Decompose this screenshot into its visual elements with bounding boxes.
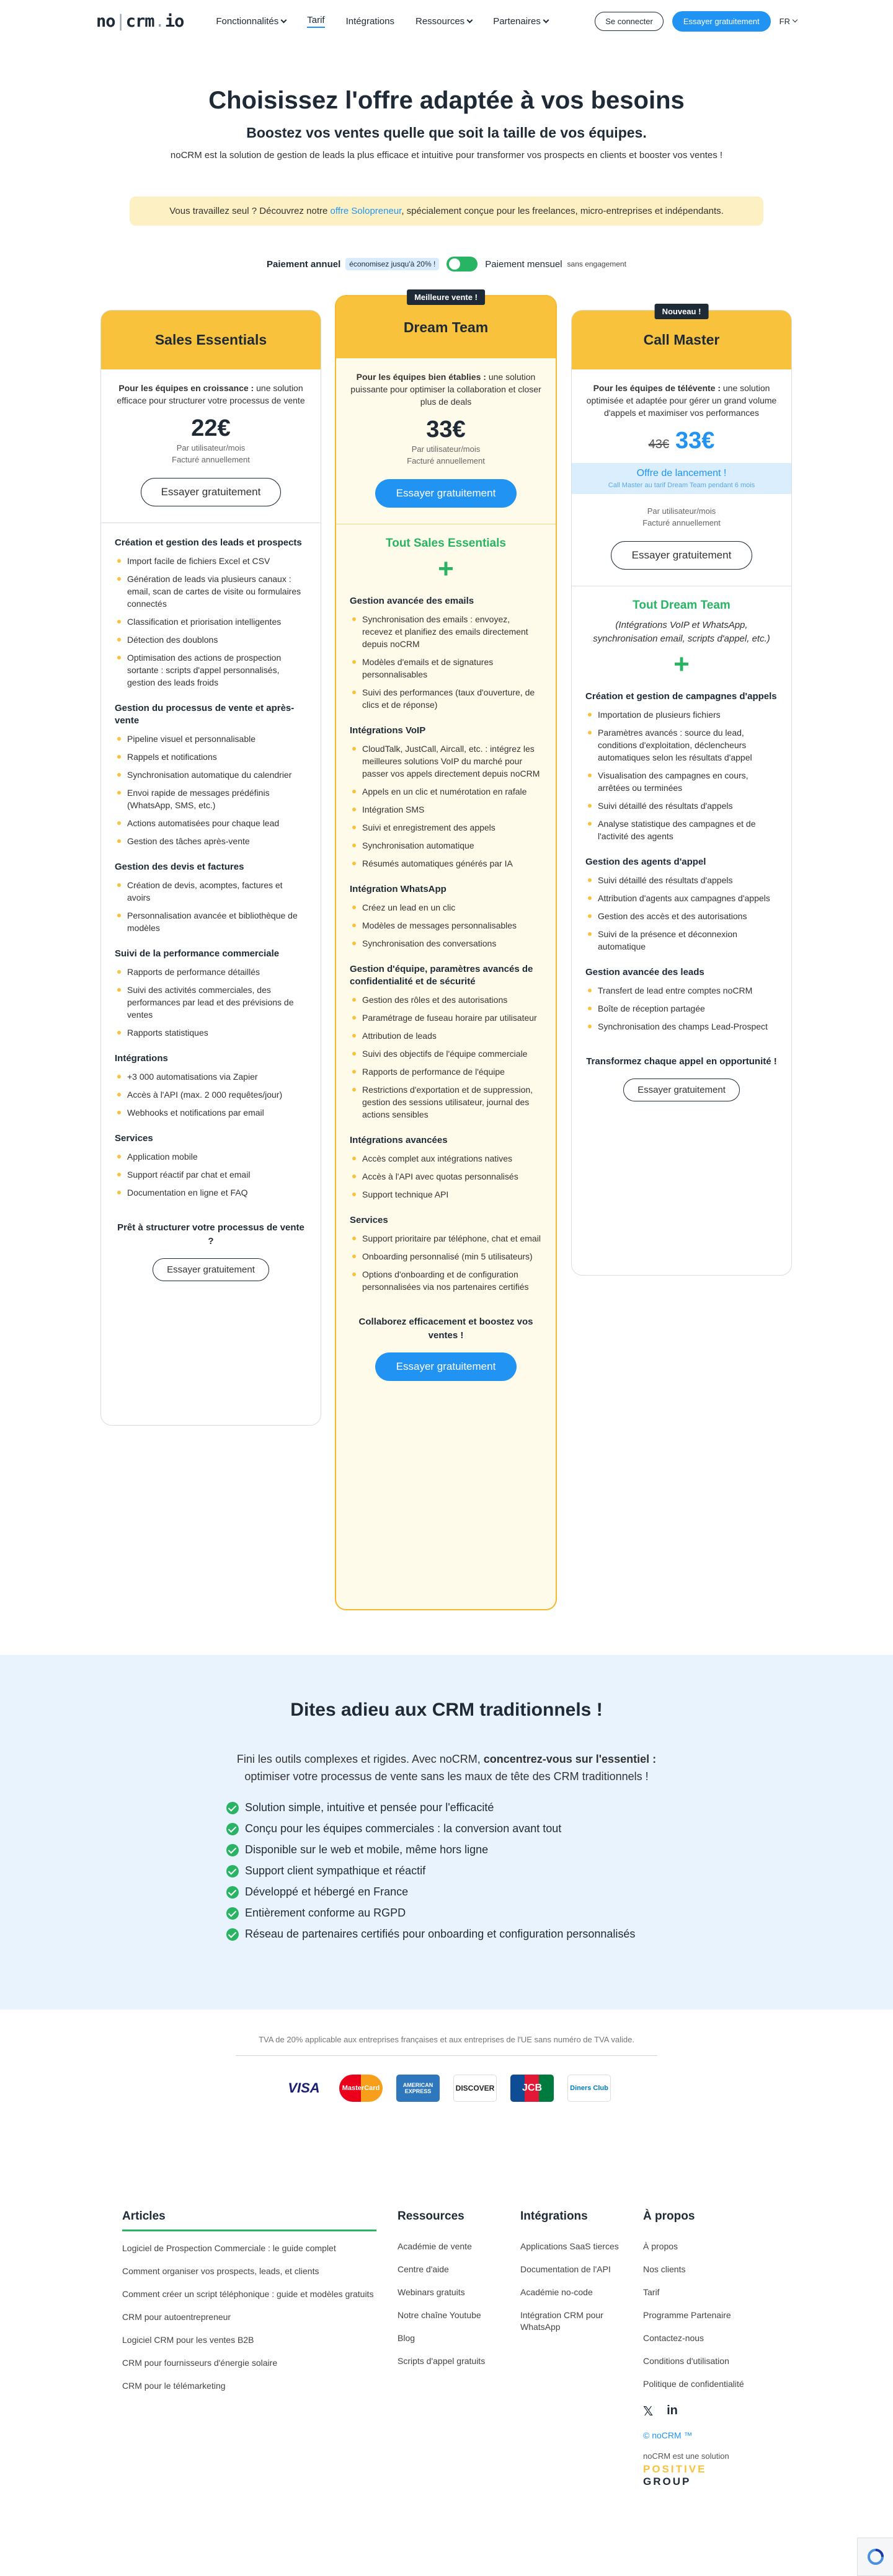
footer-link[interactable]: Applications SaaS tierces xyxy=(520,2241,619,2251)
billing-toggle-row xyxy=(0,257,893,271)
feature-item: Accès à l'API (max. 2 000 requêtes/jour) xyxy=(115,1088,307,1101)
feature-item: Suivi des activités commerciales, des performances par lead et des prévisions de ventes xyxy=(115,984,307,1021)
best-seller-badge: Meilleure vente ! xyxy=(407,289,485,305)
feature-item: Appels en un clic et numérotation en rafale xyxy=(350,785,542,798)
feature-items xyxy=(115,555,307,689)
site-header xyxy=(0,0,893,42)
section-heading: Intégrations VoIP xyxy=(350,725,426,736)
linkedin-icon[interactable]: in xyxy=(667,2404,678,2417)
feature-item: Personnalisation avancée et bibliothèque de modèles xyxy=(115,909,307,934)
plan-card-call-master xyxy=(571,307,792,1276)
logo[interactable]: no|crm.io xyxy=(96,11,184,31)
feature-item: Synchronisation automatique xyxy=(350,839,542,852)
solopreneur-banner: Vous travaillez seul ? Découvrez notre offre Solopreneur, spécialement conçue pour les freelances, micro-entreprises et indépendants. xyxy=(130,196,763,226)
hero xyxy=(0,42,893,161)
check-icon xyxy=(226,1823,239,1835)
feature-item: Suivi détaillé des résultats d'appels xyxy=(585,874,778,886)
payment-section xyxy=(0,2035,893,2102)
trial-button[interactable]: Essayer gratuitement xyxy=(672,11,771,32)
footer-link[interactable]: Notre chaîne Youtube xyxy=(398,2310,481,2320)
footer-link[interactable]: Conditions d'utilisation xyxy=(643,2356,729,2366)
feature-items xyxy=(350,901,542,950)
feature-item: Gestion des rôles et des autorisations xyxy=(350,994,542,1006)
footer-link[interactable]: À propos xyxy=(643,2241,678,2251)
footer-link[interactable]: Comment organiser vos prospects, leads, et clients xyxy=(122,2266,319,2276)
footer-link[interactable]: Documentation de l'API xyxy=(520,2264,611,2274)
section-description: Fini les outils complexes et rigides. Avec noCRM, concentrez-vous sur l'essentiel : optimiser votre processus de vente sans les maux de tête des CRM traditionnels ! xyxy=(236,1753,657,1783)
chevron-down-icon xyxy=(543,17,549,23)
footer-integrations: Intégrations Applications SaaS tierces Documentation de l'API Académie no-code Intégration CRM pour WhatsApp xyxy=(520,2210,626,2488)
footer-link[interactable]: CRM pour autoentrepreneur xyxy=(122,2312,231,2322)
footer-link[interactable]: CRM pour le télémarketing xyxy=(122,2381,226,2391)
section-heading: Gestion d'équipe, paramètres avancés de confidentialité et de sécurité xyxy=(350,964,533,987)
social-links xyxy=(643,2404,755,2419)
feature-items xyxy=(115,1150,307,1199)
feature-item: Classification et priorisation intelligentes xyxy=(115,615,307,628)
section-title: Dites adieu aux CRM traditionnels ! xyxy=(290,1700,603,1720)
feature-item: Support réactif par chat et email xyxy=(115,1168,307,1181)
no-commitment-label: sans engagement xyxy=(567,260,626,268)
footer-link[interactable]: Académie de vente xyxy=(398,2241,472,2251)
benefit-item: Support client sympathique et réactif xyxy=(226,1863,667,1879)
feature-item: Restrictions d'exportation et de suppression, gestion des sessions utilisateur, journal des actions sensibles xyxy=(350,1083,542,1121)
bottom-cta: Collaborez efficacement et boostez vos ventes ! xyxy=(358,1317,533,1341)
footer-link[interactable]: Tarif xyxy=(643,2287,660,2297)
diners-club-icon: Diners Club xyxy=(567,2075,611,2102)
plan-description: Pour les équipes en croissance : une solution efficace pour structurer votre processus de vente xyxy=(117,383,305,405)
feature-item: Transfert de lead entre comptes noCRM xyxy=(585,984,778,997)
monthly-label: Paiement mensuel xyxy=(485,258,562,270)
section-heading: Création et gestion de campagnes d'appels xyxy=(585,691,777,702)
feature-items xyxy=(115,1070,307,1119)
price-unit: Par utilisateur/mois xyxy=(647,506,716,516)
nav-partenaires[interactable]: Partenaires xyxy=(493,15,548,28)
feature-list xyxy=(572,690,791,1033)
vat-note: TVA de 20% applicable aux entreprises françaises et aux entreprises de l'UE sans numéro de TVA valide. xyxy=(259,2035,634,2044)
section-heading: Gestion du processus de vente et après-vente xyxy=(115,703,295,726)
section-heading: Gestion avancée des leads xyxy=(585,967,704,977)
feature-item: CloudTalk, JustCall, Aircall, etc. : intégrez les meilleures solutions VoIP du marché pour passer vos appels directement depuis noCRM xyxy=(350,743,542,780)
footer-link[interactable]: Logiciel de Prospection Commerciale : le guide complet xyxy=(122,2243,336,2253)
feature-item: Importation de plusieurs fichiers xyxy=(585,708,778,721)
billing-note: Facturé annuellement xyxy=(407,456,485,465)
section-heading: Gestion des agents d'appel xyxy=(585,857,706,867)
bottom-trial-button[interactable]: Essayer gratuitement xyxy=(153,1258,269,1281)
footer-link[interactable]: Webinars gratuits xyxy=(398,2287,465,2297)
mastercard-icon: MasterCard xyxy=(339,2075,383,2102)
feature-item: Onboarding personnalisé (min 5 utilisateurs) xyxy=(350,1250,542,1263)
billing-toggle[interactable] xyxy=(446,257,478,271)
section-heading: Intégrations xyxy=(115,1053,168,1064)
feature-item: Création de devis, acomptes, factures et avoirs xyxy=(115,879,307,904)
nav-integrations[interactable]: Intégrations xyxy=(345,15,394,27)
footer-apropos: À propos À propos Nos clients Tarif Programme Partenaire Contactez-nous Conditions d'utilisation Politique de confidentialité 𝕏 in © noCRM ™ noCRM est une solution POSITIVE GROUP xyxy=(643,2210,755,2488)
twitter-icon[interactable]: 𝕏 xyxy=(643,2405,654,2419)
feature-item: Suivi des objectifs de l'équipe commerciale xyxy=(350,1048,542,1060)
feature-items xyxy=(350,743,542,870)
discover-icon: DISCOVER xyxy=(453,2075,497,2102)
feature-item: Rappels et notifications xyxy=(115,751,307,763)
header-actions xyxy=(595,11,797,32)
feature-items xyxy=(585,708,778,842)
feature-item: Pipeline visuel et personnalisable xyxy=(115,733,307,745)
new-badge: Nouveau ! xyxy=(655,304,709,319)
amex-icon: AMERICAN EXPRESS xyxy=(396,2075,440,2102)
feature-items xyxy=(350,1152,542,1201)
includes-title: Tout Dream Team xyxy=(633,599,731,612)
feature-item: Synchronisation des champs Lead-Prospect xyxy=(585,1020,778,1033)
nav-ressources[interactable]: Ressources xyxy=(415,15,472,28)
feature-list xyxy=(336,595,556,1293)
recaptcha-badge[interactable] xyxy=(857,2538,893,2576)
benefit-item: Entièrement conforme au RGPD xyxy=(226,1905,667,1921)
feature-item: Webhooks et notifications par email xyxy=(115,1106,307,1119)
bottom-cta: Prêt à structurer votre processus de vente ? xyxy=(117,1222,304,1246)
feature-item: Suivi de la présence et déconnexion automatique xyxy=(585,928,778,953)
footer-ressources: Ressources Académie de vente Centre d'aide Webinars gratuits Notre chaîne Youtube Blog Scripts d'appel gratuits xyxy=(398,2210,498,2488)
feature-item: Optimisation des actions de prospection sortante : scripts d'appel personnalisés, gestion des leads froids xyxy=(115,651,307,689)
plan-name: Sales Essentials xyxy=(101,311,321,369)
trial-button[interactable]: Essayer gratuitement xyxy=(141,478,281,506)
payment-methods xyxy=(0,2075,893,2102)
positive-group-logo[interactable]: POSITIVE GROUP xyxy=(643,2463,707,2487)
benefit-item: Développé et hébergé en France xyxy=(226,1884,667,1900)
billing-note: Facturé annuellement xyxy=(172,455,250,464)
footer-link[interactable]: Scripts d'appel gratuits xyxy=(398,2356,486,2366)
plan-price: 43€ 33€ xyxy=(648,428,715,454)
feature-item: Actions automatisées pour chaque lead xyxy=(115,817,307,829)
feature-item: Documentation en ligne et FAQ xyxy=(115,1186,307,1199)
feature-item: Support prioritaire par téléphone, chat et email xyxy=(350,1232,542,1245)
feature-item: Analyse statistique des campagnes et de l'activité des agents xyxy=(585,818,778,842)
feature-item: Envoi rapide de messages prédéfinis (WhatsApp, SMS, etc.) xyxy=(115,787,307,811)
benefit-item: Conçu pour les équipes commerciales : la conversion avant tout xyxy=(226,1821,667,1837)
plan-card-sales-essentials xyxy=(100,310,321,1426)
copyright: © noCRM ™ xyxy=(643,2430,693,2440)
feature-item: Support technique API xyxy=(350,1188,542,1201)
section-heading: Services xyxy=(115,1133,153,1144)
bottom-trial-button[interactable]: Essayer gratuitement xyxy=(375,1352,517,1381)
feature-item: Paramétrage de fuseau horaire par utilisateur xyxy=(350,1012,542,1024)
feature-item: Visualisation des campagnes en cours, arrêtées ou terminées xyxy=(585,769,778,794)
feature-item: Application mobile xyxy=(115,1150,307,1163)
plan-description: Pour les équipes de télévente : une solution optimisée et adaptée pour gérer un grand volume d'appels et maximiser vos performances xyxy=(586,383,777,418)
trial-button[interactable]: Essayer gratuitement xyxy=(611,541,752,570)
feature-item: +3 000 automatisations via Zapier xyxy=(115,1070,307,1083)
benefit-item: Solution simple, intuitive et pensée pour l'efficacité xyxy=(226,1800,667,1815)
benefits-list xyxy=(226,1800,667,1942)
plan-price: 22€ xyxy=(191,415,231,441)
check-icon xyxy=(226,1865,239,1877)
trial-button[interactable]: Essayer gratuitement xyxy=(375,479,517,508)
jcb-icon: JCB xyxy=(510,2075,554,2102)
feature-item: Intégration SMS xyxy=(350,803,542,816)
feature-items xyxy=(585,874,778,953)
feature-item: Import facile de fichiers Excel et CSV xyxy=(115,555,307,567)
footer-link[interactable]: Comment créer un script téléphonique : guide et modèles gratuits xyxy=(122,2289,374,2299)
bottom-cta: Transformez chaque appel en opportunité ! xyxy=(586,1056,777,1067)
solopreneur-link[interactable]: offre Solopreneur xyxy=(330,206,402,216)
feature-item: Suivi détaillé des résultats d'appels xyxy=(585,800,778,812)
section-heading: Intégrations avancées xyxy=(350,1135,448,1145)
feature-item: Résumés automatiques générés par IA xyxy=(350,857,542,870)
plan-description: Pour les équipes bien établies : une solution puissante pour optimiser la collaboration et closer plus de deals xyxy=(350,372,541,407)
footer-link[interactable]: Logiciel CRM pour les ventes B2B xyxy=(122,2335,254,2345)
feature-item: Rapports statistiques xyxy=(115,1026,307,1039)
feature-item: Attribution de leads xyxy=(350,1030,542,1042)
feature-item: Modèles d'emails et de signatures personnalisables xyxy=(350,656,542,681)
feature-items xyxy=(115,966,307,1039)
footer-link[interactable]: Programme Partenaire xyxy=(643,2310,731,2320)
benefit-item: Disponible sur le web et mobile, même hors ligne xyxy=(226,1842,667,1858)
plus-icon: + xyxy=(438,554,454,584)
savings-badge: économisez jusqu'à 20% ! xyxy=(345,258,439,270)
feature-item: Boîte de réception partagée xyxy=(585,1002,778,1015)
footer-link[interactable]: Intégration CRM pour WhatsApp xyxy=(520,2310,603,2332)
traditional-crm-section xyxy=(0,1655,893,2009)
chevron-down-icon xyxy=(281,17,287,23)
nav-fonctionnalites[interactable]: Fonctionnalités xyxy=(216,15,286,28)
check-icon xyxy=(226,1802,239,1814)
feature-item: Suivi des performances (taux d'ouverture, de clics et de réponse) xyxy=(350,686,542,711)
price-unit: Par utilisateur/mois xyxy=(411,444,481,454)
bottom-trial-button[interactable]: Essayer gratuitement xyxy=(623,1078,740,1101)
footer-link[interactable]: Politique de confidentialité xyxy=(643,2379,744,2389)
annual-label: Paiement annuel xyxy=(267,258,341,270)
page-title: Choisissez l'offre adaptée à vos besoins xyxy=(208,87,685,114)
feature-items xyxy=(115,733,307,847)
site-footer xyxy=(122,2210,773,2488)
feature-item: Options d'onboarding et de configuration personnalisées via nos partenaires certifiés xyxy=(350,1268,542,1293)
plan-card-dream-team xyxy=(335,295,557,1610)
feature-item: Synchronisation des emails : envoyez, recevez et planifiez des emails directement depuis noCRM xyxy=(350,613,542,650)
language-selector[interactable]: FR xyxy=(780,17,797,26)
price-unit: Par utilisateur/mois xyxy=(176,443,246,452)
feature-item: Gestion des tâches après-vente xyxy=(115,835,307,847)
feature-list xyxy=(101,537,321,1199)
chevron-down-icon xyxy=(467,17,473,23)
feature-item: Accès complet aux intégrations natives xyxy=(350,1152,542,1165)
feature-item: Attribution d'agents aux campagnes d'appels xyxy=(585,892,778,904)
plan-name: Call Master xyxy=(572,311,791,369)
includes-title: Tout Sales Essentials xyxy=(386,537,506,550)
feature-item: Synchronisation automatique du calendrier xyxy=(115,769,307,781)
nav-tarif[interactable]: Tarif xyxy=(307,15,324,28)
section-heading: Suivi de la performance commerciale xyxy=(115,948,280,959)
feature-item: Suivi et enregistrement des appels xyxy=(350,821,542,834)
plan-name: Dream Team xyxy=(336,296,556,358)
feature-items xyxy=(115,879,307,934)
section-heading: Création et gestion des leads et prospects xyxy=(115,537,302,548)
old-price: 43€ xyxy=(648,438,669,451)
page-subtitle: Boostez vos ventes quelle que soit la taille de vos équipes. xyxy=(246,125,647,141)
feature-item: Accès à l'API avec quotas personnalisés xyxy=(350,1170,542,1183)
footer-link[interactable]: Académie no-code xyxy=(520,2287,593,2297)
check-icon xyxy=(226,1928,239,1941)
section-heading: Services xyxy=(350,1215,388,1225)
feature-items xyxy=(585,984,778,1033)
launch-offer: Offre de lancement ! Call Master au tarif Dream Team pendant 6 mois xyxy=(572,463,791,494)
feature-items xyxy=(350,1232,542,1293)
section-heading: Intégration WhatsApp xyxy=(350,884,446,894)
benefit-item: Réseau de partenaires certifiés pour onboarding et configuration personnalisés xyxy=(226,1926,667,1942)
footer-link[interactable]: Contactez-nous xyxy=(643,2333,704,2343)
feature-item: Rapports de performance détaillés xyxy=(115,966,307,978)
section-heading: Gestion des devis et factures xyxy=(115,862,244,872)
footer-link[interactable]: Nos clients xyxy=(643,2264,686,2274)
group-note: noCRM est une solution xyxy=(643,2451,729,2461)
plus-icon: + xyxy=(673,649,690,679)
feature-item: Synchronisation des conversations xyxy=(350,937,542,950)
chevron-down-icon xyxy=(793,17,797,22)
feature-item: Détection des doublons xyxy=(115,633,307,646)
check-icon xyxy=(226,1844,239,1856)
check-icon xyxy=(226,1886,239,1899)
feature-items xyxy=(350,994,542,1121)
plan-price: 33€ xyxy=(426,417,466,443)
main-nav xyxy=(216,15,548,28)
login-button[interactable]: Se connecter xyxy=(595,12,664,31)
footer-link[interactable]: CRM pour fournisseurs d'énergie solaire xyxy=(122,2358,278,2368)
check-icon xyxy=(226,1907,239,1920)
feature-item: Paramètres avancés : source du lead, conditions d'exploitation, déclencheurs automatiques selon les résultats d'appel xyxy=(585,726,778,764)
feature-item: Génération de leads via plusieurs canaux : email, scan de cartes de visite ou formulaires connectés xyxy=(115,573,307,610)
section-heading: Gestion avancée des emails xyxy=(350,596,474,606)
footer-articles: Articles Logiciel de Prospection Commerciale : le guide complet Comment organiser vos prospects, leads, et clients Comment créer un script téléphonique : guide et modèles gratuits CRM pour autoentrepreneur Logiciel CRM pour les ventes B2B CRM pour fournisseurs d'énergie solaire CRM pour le télémarketing xyxy=(122,2210,376,2488)
feature-items xyxy=(350,613,542,711)
footer-link[interactable]: Centre d'aide xyxy=(398,2264,449,2274)
visa-icon: VISA xyxy=(288,2080,320,2096)
feature-item: Gestion des accès et des autorisations xyxy=(585,910,778,922)
page-description: noCRM est la solution de gestion de leads la plus efficace et intuitive pour transformer vos prospects en clients et booster vos ventes ! xyxy=(170,150,723,161)
feature-item: Rapports de performance de l'équipe xyxy=(350,1065,542,1078)
feature-item: Créez un lead en un clic xyxy=(350,901,542,914)
feature-item: Modèles de messages personnalisables xyxy=(350,919,542,932)
billing-note: Facturé annuellement xyxy=(642,518,721,527)
includes-subtitle: (Intégrations VoIP et WhatsApp, synchronisation email, scripts d'appel, etc.) xyxy=(593,620,770,644)
footer-link[interactable]: Blog xyxy=(398,2333,415,2343)
